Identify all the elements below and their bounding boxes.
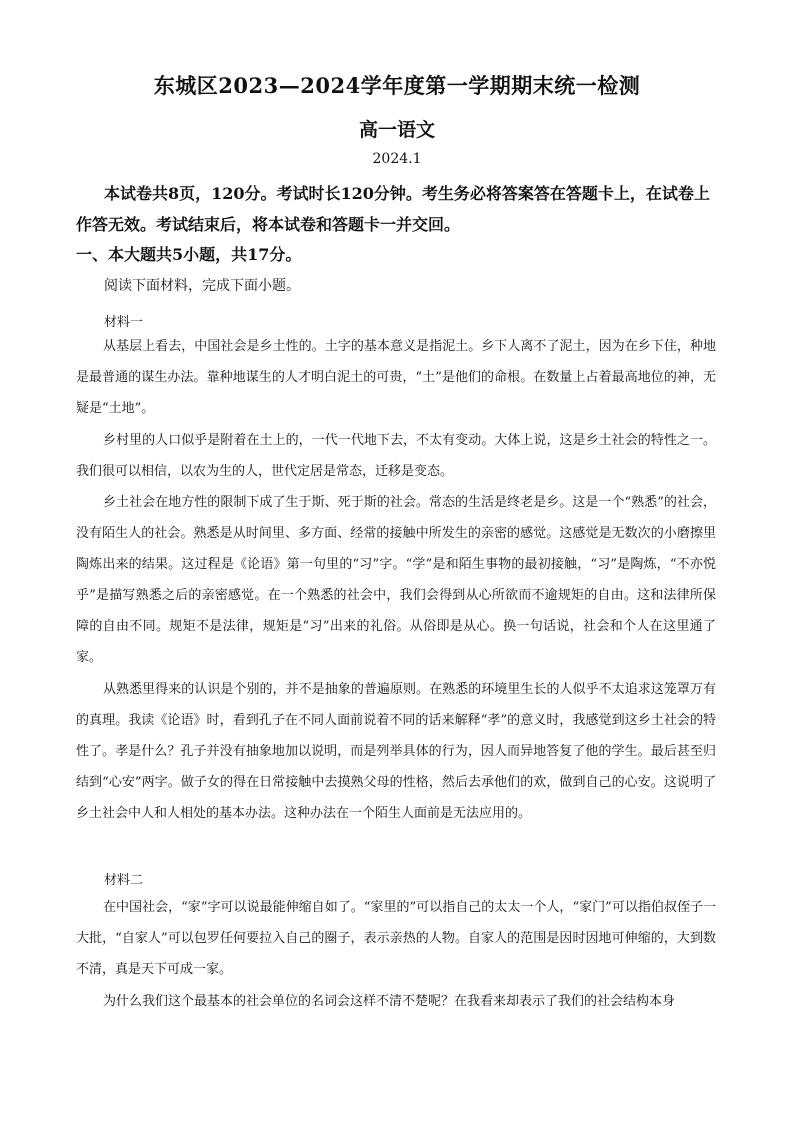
material-one-paragraph: 乡村里的人口似乎是附着在土上的，一代一代地下去，不太有变动。大体上说，这是乡土社会的特性之一。我们很可以相信，以农为生的人，世代定居是常态，迁移是变态。 — [76, 433, 716, 479]
exam-date: 2024.1 — [372, 151, 422, 167]
material-one-label: 材料一 — [104, 315, 144, 330]
material-one-paragraph: 乡土社会在地方性的限制下成了生于斯、死于斯的社会。常态的生活是终老是乡。这是一个“熟悉”的社会，没有陌生人的社会。熟悉是从时间里、多方面、经常的接触中所发生的亲密的感觉。这感觉是无数次的小磨擦里陶炼出来的结果。这过程是《论语》第一句里的“习”字。“学”是和陌生事物的最初接触，“习”是陶炼，“不亦悦乎”是描写熟悉之后的亲密感觉。在一个熟悉的社会中，我们会得到从心所欲而不逾规矩的自由。这和法律所保障的自由不同。规矩不是法律，规矩是“习”出来的礼俗。从俗即是从心。换一句话说，社会和个人在这里通了家。 — [76, 495, 716, 665]
material-one-paragraph: 从基层上看去，中国社会是乡土性的。土字的基本意义是指泥土。乡下人离不了泥土，因为在乡下住，种地是最普通的谋生办法。靠种地谋生的人才明白泥土的可贵，“土”是他们的命根。在数量上占着最高地位的神，无疑是“土地”。 — [76, 339, 716, 416]
section-instruction: 阅读下面材料，完成下面小题。 — [104, 278, 300, 294]
exam-notice: 本试卷共8页，120分。考试时长120分钟。考生务必将答案答在答题卡上，在试卷上作答无效。考试结束后，将本试卷和答题卡一并交回。 — [76, 184, 710, 234]
exam-title: 东城区2023—2024学年度第一学期期末统一检测 — [153, 73, 641, 98]
material-one-paragraph: 从熟悉里得来的认识是个别的，并不是抽象的普遍原则。在熟悉的环境里生长的人似乎不太追求这笼罩万有的真理。我读《论语》时，看到孔子在不同人面前说着不同的话来解释“孝”的意义时，我感觉到这乡土社会的特性了。孝是什么？孔子并没有抽象地加以说明，而是列举具体的行为，因人而异地答复了他的学生。最后甚至归结到“心安”两字。做子女的得在日常接触中去摸熟父母的性格，然后去承他们的欢，做到自己的心安。这说明了乡土社会中人和人相处的基本办法。这种办法在一个陌生人面前是无法应用的。 — [76, 682, 716, 821]
material-two-paragraph: 为什么我们这个最基本的社会单位的名词会这样不清不楚呢？在我看来却表示了我们的社会结构本身 — [103, 994, 676, 1009]
exam-subject: 高一语文 — [358, 119, 435, 141]
material-two-label: 材料二 — [104, 873, 144, 888]
material-two-paragraph: 在中国社会，“家”字可以说最能伸缩自如了。“家里的”可以指自己的太太一个人，“家门”可以指伯叔侄子一大批，“自家人”可以包罗任何要拉入自己的圈子，表示亲热的人物。自家人的范围是因时因地可伸缩的，大到数不清，真是天下可成一家。 — [76, 900, 716, 977]
section-heading: 一、本大题共5小题，共17分。 — [76, 245, 302, 264]
